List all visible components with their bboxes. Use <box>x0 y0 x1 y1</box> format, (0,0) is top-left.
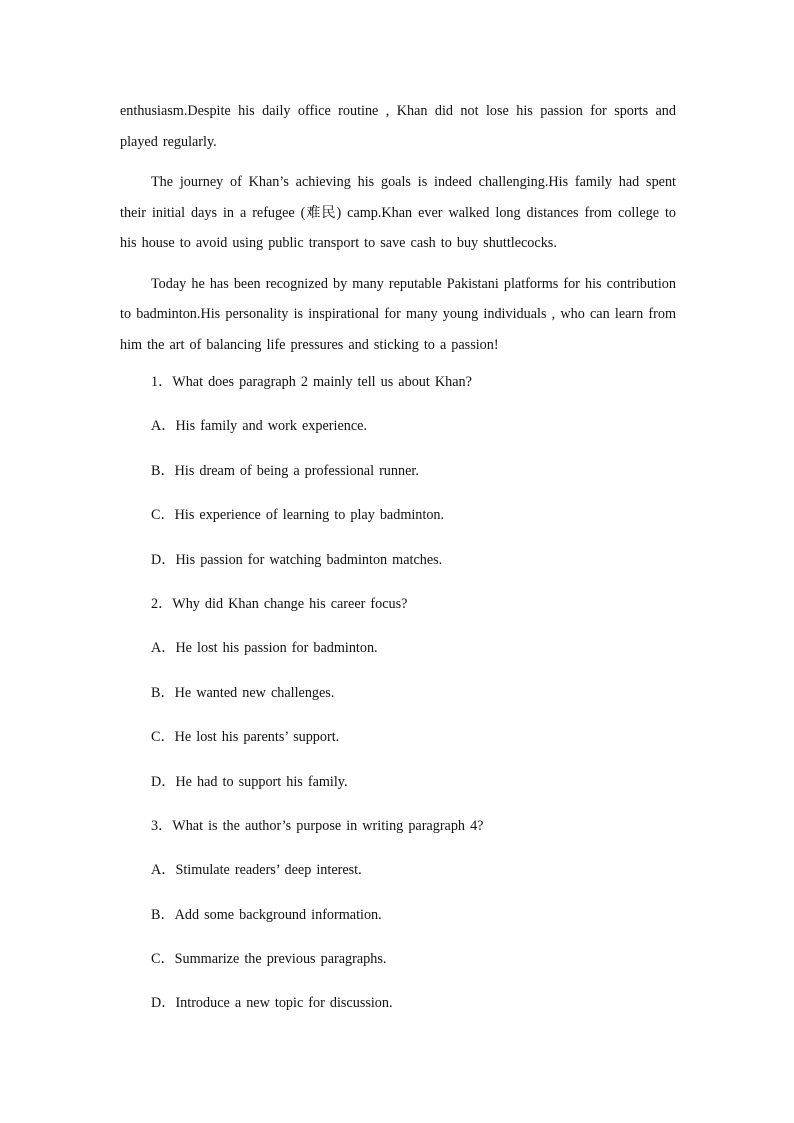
option-label: B． <box>151 462 175 479</box>
option-text: His dream of being a professional runner. <box>174 462 419 479</box>
passage <box>120 96 676 370</box>
question-number: 1． <box>151 374 173 390</box>
answer-option[interactable] <box>151 723 671 767</box>
option-text: He wanted new challenges. <box>174 684 335 701</box>
option-label: A． <box>151 862 176 879</box>
answer-option[interactable] <box>151 457 671 501</box>
question-stem <box>151 368 671 412</box>
question-number: 3． <box>151 817 173 834</box>
option-text: Introduce a new topic for discussion. <box>175 995 393 1012</box>
question-stem <box>151 590 671 634</box>
option-text: His experience of learning to play badminton. <box>174 507 445 524</box>
option-text: He had to support his family. <box>175 773 348 790</box>
question-number: 2． <box>151 595 173 612</box>
option-text: Stimulate readers’ deep interest. <box>175 862 362 879</box>
answer-option[interactable] <box>151 634 671 678</box>
option-label: B． <box>151 906 175 923</box>
answer-option[interactable] <box>151 768 671 812</box>
passage-paragraph: enthusiasm.Despite his daily office routine , Khan did not lose his passion for sports and played regularly. <box>120 103 676 150</box>
answer-option[interactable] <box>151 679 671 723</box>
option-label: C． <box>151 951 175 968</box>
question-text: Why did Khan change his career focus? <box>172 595 408 612</box>
answer-option[interactable] <box>151 412 671 456</box>
question-stem <box>151 812 671 856</box>
question-text: What does paragraph 2 mainly tell us about Khan? <box>172 374 472 390</box>
option-label: C． <box>151 729 175 746</box>
option-label: B． <box>151 684 175 701</box>
option-text: Summarize the previous paragraphs. <box>174 951 387 968</box>
option-text: He lost his passion for badminton. <box>175 640 378 657</box>
option-label: D． <box>151 773 176 790</box>
option-label: D． <box>151 995 176 1012</box>
option-text: He lost his parents’ support. <box>174 729 340 746</box>
answer-option[interactable] <box>151 856 671 900</box>
option-text: Add some background information. <box>174 906 382 923</box>
option-label: A． <box>151 418 176 435</box>
passage-paragraph: Today he has been recognized by many reputable Pakistani platforms for his contribution to badminton.His personality is inspirational for many young individuals , who can learn from him the art of balancing life pressures and sticking to a passion! <box>120 275 676 353</box>
passage-paragraph: The journey of Khan’s achieving his goals is indeed challenging.His family had spent their initial days in a refugee (难民) camp.Khan ever walked long distances from college to his house to avoid using public transport to save cash to buy shuttlecocks. <box>120 174 676 251</box>
option-text: His family and work experience. <box>175 418 367 435</box>
option-label: A． <box>151 640 176 657</box>
answer-option[interactable] <box>151 546 671 590</box>
answer-option[interactable] <box>151 989 671 1033</box>
question-text: What is the author’s purpose in writing paragraph 4? <box>172 817 484 834</box>
option-label: C． <box>151 507 175 524</box>
answer-option[interactable] <box>151 501 671 545</box>
option-label: D． <box>151 551 176 568</box>
answer-option[interactable] <box>151 901 671 945</box>
answer-option[interactable] <box>151 945 671 989</box>
option-text: His passion for watching badminton matches. <box>175 551 443 568</box>
question-list <box>151 368 671 1034</box>
